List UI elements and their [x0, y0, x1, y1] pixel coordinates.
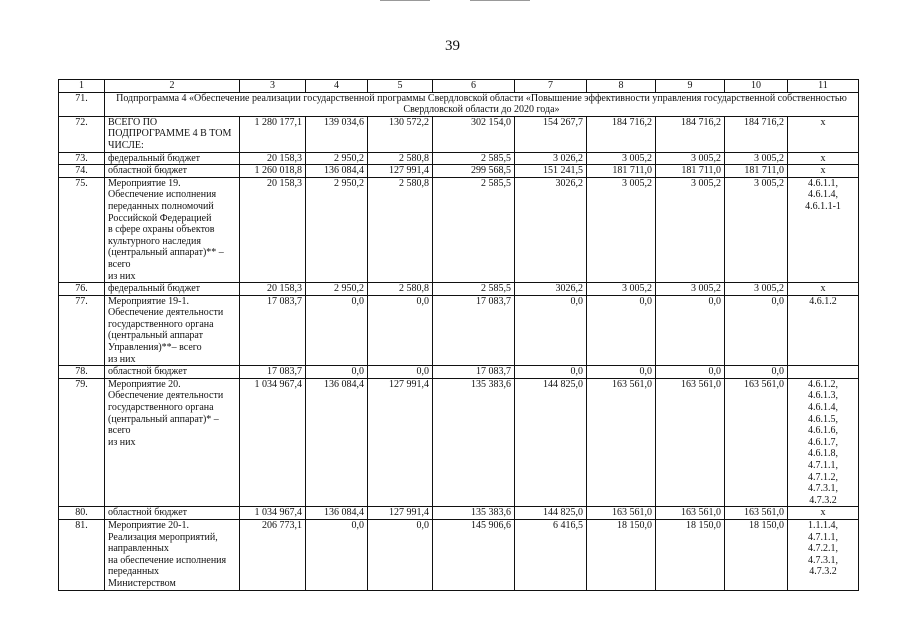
- amount-cell: 3 005,2: [725, 177, 788, 282]
- amount-cell: 163 561,0: [656, 378, 725, 507]
- amount-cell: 18 150,0: [587, 519, 656, 590]
- table-row: [59, 366, 859, 379]
- column-number-row: [59, 80, 859, 93]
- amount-cell: 184 716,2: [725, 116, 788, 152]
- amount-cell: 163 561,0: [725, 507, 788, 520]
- amount-cell: 20 158,3: [240, 177, 306, 282]
- amount-cell: 154 267,7: [515, 116, 587, 152]
- table-row: [59, 152, 859, 165]
- amount-cell: 144 825,0: [515, 507, 587, 520]
- amount-cell: 3 005,2: [587, 152, 656, 165]
- amount-cell: 2 585,5: [433, 283, 515, 296]
- amount-cell: 17 083,7: [240, 366, 306, 379]
- amount-cell: 184 716,2: [587, 116, 656, 152]
- amount-cell: 145 906,6: [433, 519, 515, 590]
- column-header: 6: [433, 80, 515, 93]
- amount-cell: 0,0: [587, 295, 656, 366]
- row-name: ВСЕГО ПО ПОДПРОГРАММЕ 4 В ТОМ ЧИСЛЕ:: [105, 116, 240, 152]
- page-number: 39: [445, 38, 460, 54]
- amount-cell: 2 580,8: [368, 177, 433, 282]
- table-row: [59, 177, 859, 282]
- amount-cell: 3 026,2: [515, 152, 587, 165]
- row-name: областной бюджет: [105, 366, 240, 379]
- column-header: 2: [105, 80, 240, 93]
- amount-cell: 136 084,4: [306, 507, 368, 520]
- column-header: 1: [59, 80, 105, 93]
- row-name: Мероприятие 19-1. Обеспечение деятельности государственного органа (центральный аппарат Управления)**– всего из них: [105, 295, 240, 366]
- amount-cell: 127 991,4: [368, 378, 433, 507]
- row-name: федеральный бюджет: [105, 152, 240, 165]
- table-row: [59, 165, 859, 178]
- column-header: 9: [656, 80, 725, 93]
- target-indicator-cell: х: [788, 165, 859, 178]
- column-header: 3: [240, 80, 306, 93]
- amount-cell: 6 416,5: [515, 519, 587, 590]
- row-name: Мероприятие 20-1. Реализация мероприятий, направленных на обеспечение исполнения переданных Министерством: [105, 519, 240, 590]
- target-indicator-cell: 4.6.1.2, 4.6.1.3, 4.6.1.4, 4.6.1.5, 4.6.1.6, 4.6.1.7, 4.6.1.8, 4.7.1.1, 4.7.1.2, 4.7.3.1, 4.7.3.2: [788, 378, 859, 507]
- amount-cell: 0,0: [306, 295, 368, 366]
- amount-cell: 1 034 967,4: [240, 507, 306, 520]
- amount-cell: 17 083,7: [240, 295, 306, 366]
- row-name: областной бюджет: [105, 165, 240, 178]
- amount-cell: 0,0: [368, 519, 433, 590]
- amount-cell: 144 825,0: [515, 378, 587, 507]
- row-name: Мероприятие 19. Обеспечение исполнения переданных полномочий Российской Федерацией в сфере охраны объектов культурного наследия (центральный аппарат)** – всего из них: [105, 177, 240, 282]
- top-edge-line: [470, 0, 530, 1]
- amount-cell: 3026,2: [515, 283, 587, 296]
- table-row: [59, 378, 859, 507]
- amount-cell: 0,0: [725, 295, 788, 366]
- amount-cell: 3 005,2: [656, 177, 725, 282]
- top-edge-line: [380, 0, 430, 1]
- amount-cell: 135 383,6: [433, 507, 515, 520]
- amount-cell: 299 568,5: [433, 165, 515, 178]
- row-number: 74.: [59, 165, 105, 178]
- column-header: 7: [515, 80, 587, 93]
- row-number: 80.: [59, 507, 105, 520]
- amount-cell: 3 005,2: [656, 283, 725, 296]
- amount-cell: 163 561,0: [587, 507, 656, 520]
- row-name: областной бюджет: [105, 507, 240, 520]
- amount-cell: 302 154,0: [433, 116, 515, 152]
- target-indicator-cell: 4.6.1.1, 4.6.1.4, 4.6.1.1-1: [788, 177, 859, 282]
- row-number: 75.: [59, 177, 105, 282]
- amount-cell: 181 711,0: [587, 165, 656, 178]
- column-header: 11: [788, 80, 859, 93]
- amount-cell: 136 084,4: [306, 378, 368, 507]
- budget-table: [58, 79, 859, 591]
- subprogram-title: Подпрограмма 4 «Обеспечение реализации государственной программы Свердловской области «Повышение эффективности управления государственной собственностью Свердловской области до 2020 года»: [105, 92, 859, 116]
- amount-cell: 20 158,3: [240, 283, 306, 296]
- amount-cell: 18 150,0: [725, 519, 788, 590]
- target-indicator-cell: 1.1.1.4, 4.7.1.1, 4.7.2.1, 4.7.3.1, 4.7.3.2: [788, 519, 859, 590]
- table-row: [59, 283, 859, 296]
- row-name: Мероприятие 20. Обеспечение деятельности государственного органа (центральный аппарат)* – всего из них: [105, 378, 240, 507]
- row-number: 78.: [59, 366, 105, 379]
- column-header: 5: [368, 80, 433, 93]
- amount-cell: 2 950,2: [306, 283, 368, 296]
- amount-cell: 181 711,0: [725, 165, 788, 178]
- amount-cell: 17 083,7: [433, 366, 515, 379]
- amount-cell: 139 034,6: [306, 116, 368, 152]
- target-indicator-cell: [788, 366, 859, 379]
- amount-cell: 2 585,5: [433, 177, 515, 282]
- row-number: 77.: [59, 295, 105, 366]
- amount-cell: 2 950,2: [306, 152, 368, 165]
- amount-cell: 0,0: [306, 366, 368, 379]
- amount-cell: 151 241,5: [515, 165, 587, 178]
- amount-cell: 163 561,0: [725, 378, 788, 507]
- amount-cell: 0,0: [515, 295, 587, 366]
- budget-table-body: [59, 80, 859, 591]
- amount-cell: 2 580,8: [368, 283, 433, 296]
- amount-cell: 127 991,4: [368, 507, 433, 520]
- row-name: федеральный бюджет: [105, 283, 240, 296]
- amount-cell: 0,0: [656, 366, 725, 379]
- target-indicator-cell: х: [788, 507, 859, 520]
- row-number: 72.: [59, 116, 105, 152]
- amount-cell: 0,0: [368, 366, 433, 379]
- amount-cell: 1 034 967,4: [240, 378, 306, 507]
- table-row: [59, 507, 859, 520]
- amount-cell: 3 005,2: [656, 152, 725, 165]
- table-row: [59, 92, 859, 116]
- amount-cell: 184 716,2: [656, 116, 725, 152]
- amount-cell: 130 572,2: [368, 116, 433, 152]
- amount-cell: 135 383,6: [433, 378, 515, 507]
- table-row: [59, 295, 859, 366]
- amount-cell: 136 084,4: [306, 165, 368, 178]
- column-header: 8: [587, 80, 656, 93]
- amount-cell: 0,0: [587, 366, 656, 379]
- amount-cell: 3026,2: [515, 177, 587, 282]
- amount-cell: 0,0: [368, 295, 433, 366]
- amount-cell: 3 005,2: [587, 283, 656, 296]
- row-number: 71.: [59, 92, 105, 116]
- amount-cell: 18 150,0: [656, 519, 725, 590]
- target-indicator-cell: 4.6.1.2: [788, 295, 859, 366]
- table-row: [59, 519, 859, 590]
- amount-cell: 3 005,2: [725, 283, 788, 296]
- amount-cell: 2 580,8: [368, 152, 433, 165]
- amount-cell: 163 561,0: [656, 507, 725, 520]
- amount-cell: 0,0: [656, 295, 725, 366]
- target-indicator-cell: х: [788, 116, 859, 152]
- amount-cell: 2 950,2: [306, 177, 368, 282]
- column-header: 4: [306, 80, 368, 93]
- amount-cell: 20 158,3: [240, 152, 306, 165]
- amount-cell: 3 005,2: [725, 152, 788, 165]
- row-number: 79.: [59, 378, 105, 507]
- row-number: 76.: [59, 283, 105, 296]
- amount-cell: 1 280 177,1: [240, 116, 306, 152]
- amount-cell: 3 005,2: [587, 177, 656, 282]
- amount-cell: 1 260 018,8: [240, 165, 306, 178]
- amount-cell: 2 585,5: [433, 152, 515, 165]
- amount-cell: 206 773,1: [240, 519, 306, 590]
- target-indicator-cell: х: [788, 152, 859, 165]
- amount-cell: 0,0: [306, 519, 368, 590]
- amount-cell: 163 561,0: [587, 378, 656, 507]
- amount-cell: 0,0: [515, 366, 587, 379]
- row-number: 73.: [59, 152, 105, 165]
- amount-cell: 127 991,4: [368, 165, 433, 178]
- amount-cell: 0,0: [725, 366, 788, 379]
- table-row: [59, 116, 859, 152]
- target-indicator-cell: х: [788, 283, 859, 296]
- amount-cell: 181 711,0: [656, 165, 725, 178]
- amount-cell: 17 083,7: [433, 295, 515, 366]
- column-header: 10: [725, 80, 788, 93]
- row-number: 81.: [59, 519, 105, 590]
